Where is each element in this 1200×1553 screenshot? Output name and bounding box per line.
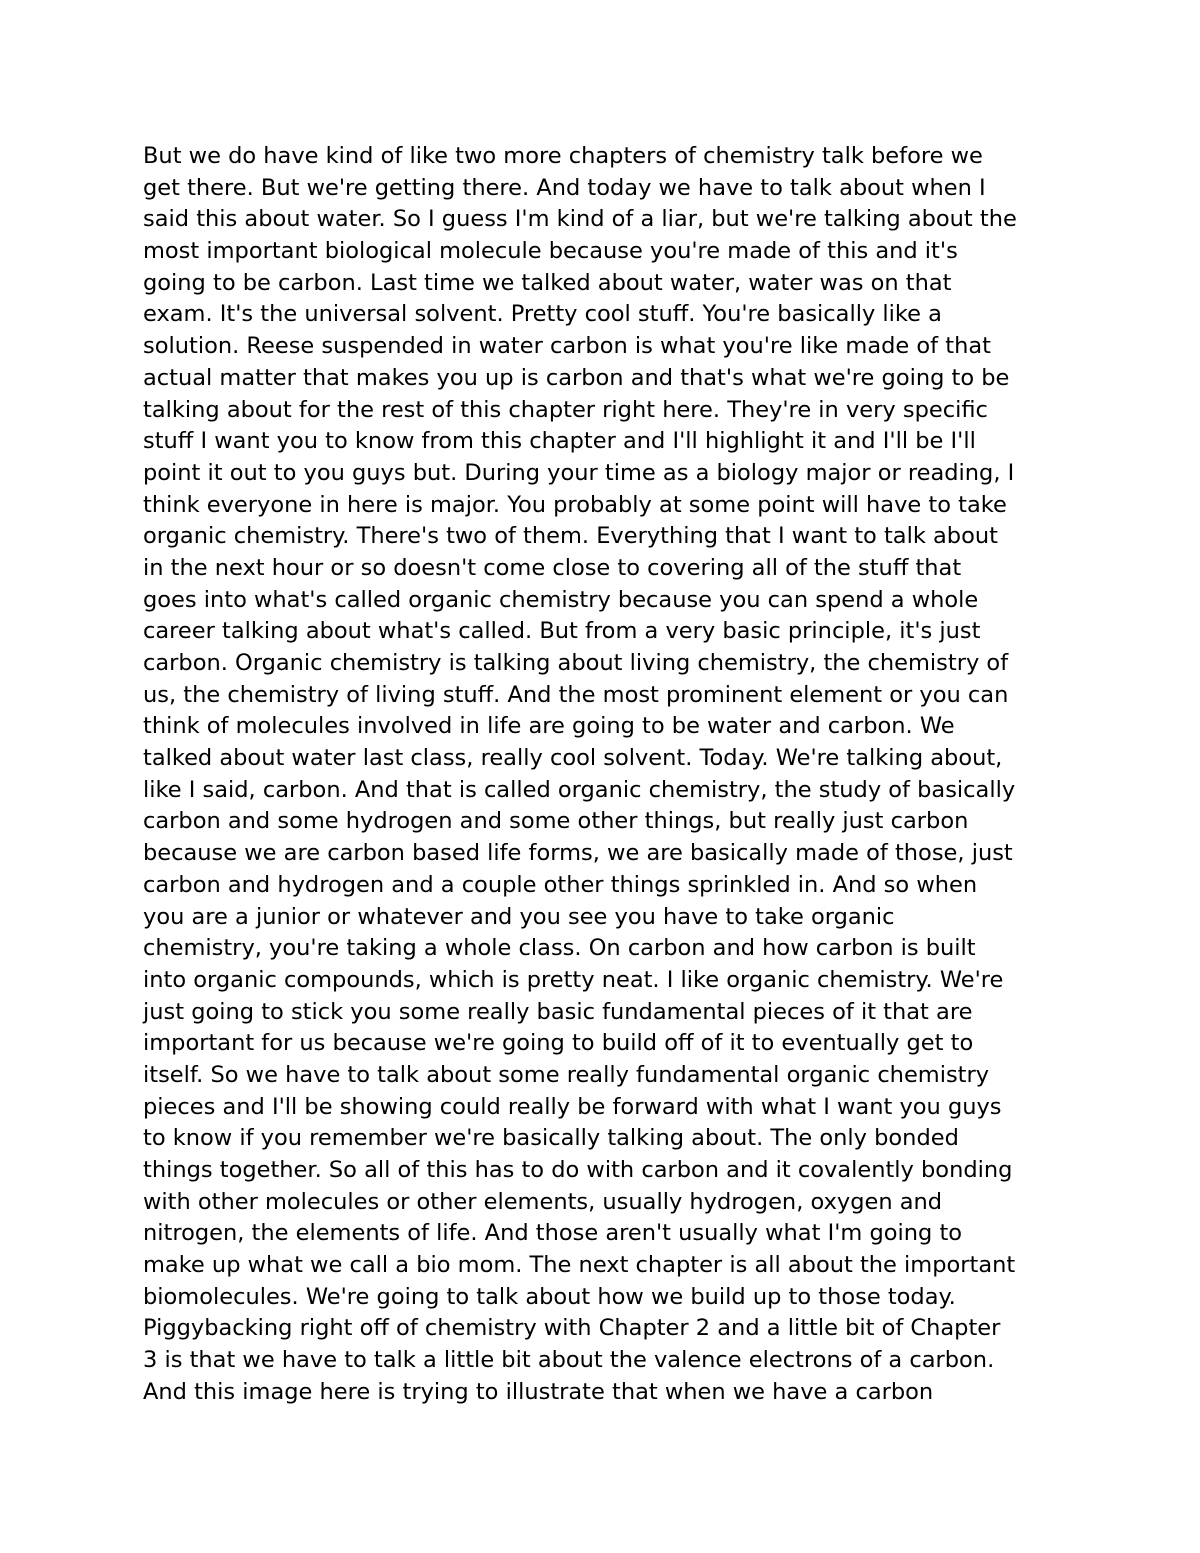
text-line: stuff I want you to know from this chapter and I'll highlight it and I'll be I'll <box>143 428 976 455</box>
text-line: important for us because we're going to build off of it to eventually get to <box>143 1030 974 1057</box>
text-line: in the next hour or so doesn't come close to covering all of the stuff that <box>143 554 962 581</box>
text-line: carbon. Organic chemistry is talking about living chemistry, the chemistry of <box>143 650 1009 676</box>
text-line: talked about water last class, really cool solvent. Today. We're talking about, <box>143 745 1003 772</box>
text-line: just going to stick you some really basic fundamental pieces of it that are <box>143 998 973 1025</box>
text-line: into organic compounds, which is pretty neat. I like organic chemistry. We're <box>143 966 1004 993</box>
text-line: to know if you remember we're basically talking about. The only bonded <box>143 1125 959 1152</box>
text-line: carbon and hydrogen and a couple other things sprinkled in. And so when <box>143 871 978 898</box>
text-line: like I said, carbon. And that is called organic chemistry, the study of basically <box>143 776 1016 803</box>
text-line: itself. So we have to talk about some really fundamental organic chemistry <box>143 1061 990 1088</box>
text-line: think everyone in here is major. You probably at some point will have to take <box>143 491 1007 518</box>
text-line: things together. So all of this has to do with carbon and it covalently bonding <box>143 1157 1013 1183</box>
text-line: And this image here is trying to illustrate that when we have a carbon <box>143 1378 934 1405</box>
text-line: Piggybacking right off of chemistry with Chapter 2 and a little bit of Chapter <box>143 1315 1001 1342</box>
text-line: 3 is that we have to talk a little bit about the valence electrons of a carbon. <box>143 1347 995 1374</box>
text-line: us, the chemistry of living stuff. And the most prominent element or you can <box>143 681 1009 708</box>
text-line: think of molecules involved in life are going to be water and carbon. We <box>143 713 955 740</box>
text-line: career talking about what's called. But from a very basic principle, it's just <box>143 618 981 645</box>
text-line: you are a junior or whatever and you see you have to take organic <box>143 903 895 930</box>
text-line: organic chemistry. There's two of them. Everything that I want to talk about <box>143 523 998 550</box>
text-line: actual matter that makes you up is carbon and that's what we're going to be <box>143 364 1010 391</box>
text-line: said this about water. So I guess I'm kind of a liar, but we're talking about the <box>143 206 1017 233</box>
text-line: But we do have kind of like two more chapters of chemistry talk before we <box>143 143 983 169</box>
text-line: carbon and some hydrogen and some other things, but really just carbon <box>143 808 969 835</box>
text-line: solution. Reese suspended in water carbon is what you're like made of that <box>143 333 991 360</box>
text-line: biomolecules. We're going to talk about how we build up to those today. <box>143 1283 956 1310</box>
text-line: point it out to you guys but. During your time as a biology major or reading, I <box>143 459 1015 486</box>
body-text <box>143 141 1073 1409</box>
text-line: nitrogen, the elements of life. And those aren't usually what I'm going to <box>143 1220 963 1247</box>
text-line: going to be carbon. Last time we talked about water, water was on that <box>143 269 952 296</box>
text-line: get there. But we're getting there. And today we have to talk about when I <box>143 174 986 201</box>
text-line: with other molecules or other elements, usually hydrogen, oxygen and <box>143 1188 943 1215</box>
text-line: exam. It's the universal solvent. Pretty cool stuff. You're basically like a <box>143 301 942 328</box>
text-line: because we are carbon based life forms, we are basically made of those, just <box>143 840 1013 867</box>
text-line: talking about for the rest of this chapter right here. They're in very specific <box>143 396 988 423</box>
text-line: goes into what's called organic chemistry because you can spend a whole <box>143 586 979 613</box>
text-line: chemistry, you're taking a whole class. On carbon and how carbon is built <box>143 935 976 962</box>
text-line: pieces and I'll be showing could really be forward with what I want you guys <box>143 1093 1002 1120</box>
text-line: most important biological molecule because you're made of this and it's <box>143 238 958 265</box>
text-line: make up what we call a bio mom. The next chapter is all about the important <box>143 1252 1016 1279</box>
